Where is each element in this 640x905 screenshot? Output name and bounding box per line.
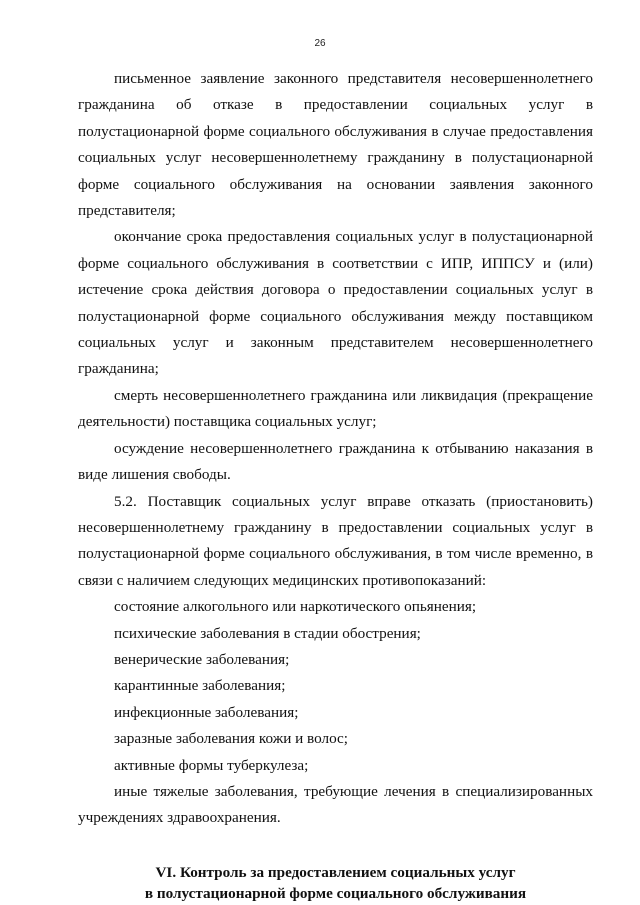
list-item-skin-hair: заразные заболевания кожи и волос; <box>114 730 349 748</box>
paragraph-death-liquidation: смерть несовершеннолетнего гражданина или ликвидация (прекращение деятельности) поставщика социальных услуг; <box>78 386 593 431</box>
paragraph-conviction: осуждение несовершеннолетнего гражданина к отбыванию наказания в виде лишения свободы. <box>78 439 593 484</box>
section-heading-line-2: в полустационарной форме социального обслуживания <box>144 884 527 902</box>
paragraph-written-refusal: письменное заявление законного представителя несовершеннолетнего гражданина об отказе в предоставлении социальных услуг в полустационарной форме социального обслуживания в случае предоставления социальных услуг несовершеннолетнему гражданину в полустационарной форме социального обслуживания на основании заявления законного представителя; <box>78 70 593 220</box>
list-item-mental-illness: психические заболевания в стадии обострения; <box>114 624 421 642</box>
section-heading <box>68 862 603 904</box>
list-item-tuberculosis: активные формы туберкулеза; <box>114 756 309 774</box>
list-item-other-severe: иные тяжелые заболевания, требующие лечения в специализированных учреждениях здравоохранения. <box>78 782 593 827</box>
list-item-quarantine: карантинные заболевания; <box>114 677 286 695</box>
document-body <box>78 66 593 904</box>
list-item-intoxication: состояние алкогольного или наркотического опьянения; <box>114 598 477 616</box>
list-item-infectious: инфекционные заболевания; <box>114 703 299 721</box>
paragraph-term-expiry: окончание срока предоставления социальных услуг в полустационарной форме социального обслуживания в соответствии с ИПР, ИППСУ и (или) истечение срока действия договора о предоставлении социальных услуг в полустационарной форме социального обслуживания между поставщиком социальных услуг и законным представителем несовершеннолетнего гражданина; <box>78 228 593 378</box>
list-item-venereal: венерические заболевания; <box>114 650 290 668</box>
paragraph-clause-5-2: 5.2. Поставщик социальных услуг вправе отказать (приостановить) несовершеннолетнему гражданину в предоставлении социальных услуг в полустационарной форме социального обслуживания, в том числе временно, в связи с наличием следующих медицинских противопоказаний: <box>78 492 593 589</box>
page-number: 26 <box>314 38 326 49</box>
section-heading-line-1: VI. Контроль за предоставлением социальных услуг <box>155 863 516 881</box>
